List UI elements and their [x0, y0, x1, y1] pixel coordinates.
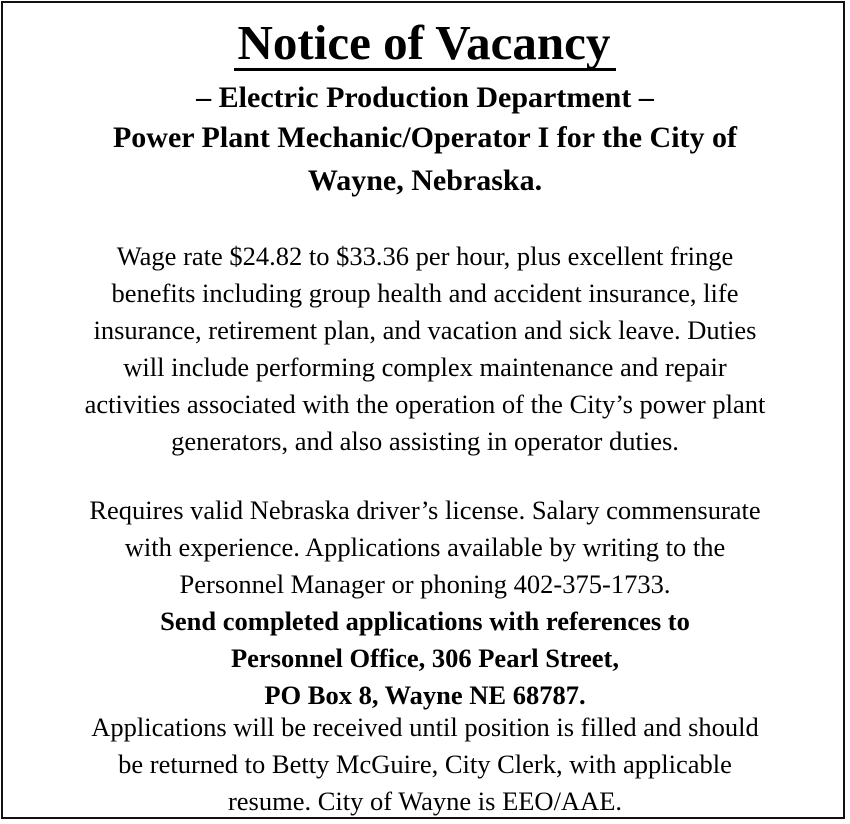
position-heading-line2: Wayne, Nebraska. — [307, 164, 543, 197]
paragraph2-line: Requires valid Nebraska driver’s license. Salary commensurate — [89, 495, 761, 525]
send-to-line: Send completed applications with references to — [160, 606, 690, 636]
send-to-line: PO Box 8, Wayne NE 68787. — [264, 680, 586, 710]
paragraph2-line: Personnel Manager or phoning 402-375-1733. — [179, 569, 671, 599]
paragraph1-line: benefits including group health and accident insurance, life — [111, 278, 739, 308]
closing-line: Applications will be received until position is filled and should — [91, 712, 759, 742]
department-heading: – Electric Production Department – — [196, 81, 654, 114]
paragraph1-line: Wage rate $24.82 to $33.36 per hour, plus excellent fringe — [116, 241, 734, 271]
paragraph1-line: will include performing complex maintenance and repair — [123, 352, 727, 382]
paragraph1-line: generators, and also assisting in operator duties. — [171, 426, 679, 456]
notice-title — [0, 14, 850, 72]
closing-line: resume. City of Wayne is EEO/AAE. — [227, 786, 623, 816]
notice-title-text: Notice of Vacancy — [234, 18, 617, 71]
closing-line: be returned to Betty McGuire, City Clerk, with applicable — [118, 749, 732, 779]
send-to-line: Personnel Office, 306 Pearl Street, — [230, 643, 620, 673]
paragraph2-line: with experience. Applications available by writing to the — [124, 532, 726, 562]
paragraph1-line: insurance, retirement plan, and vacation and sick leave. Duties — [93, 315, 757, 345]
position-heading-line1: Power Plant Mechanic/Operator I for the City of — [112, 121, 738, 154]
paragraph1-line: activities associated with the operation of the City’s power plant — [84, 389, 766, 419]
